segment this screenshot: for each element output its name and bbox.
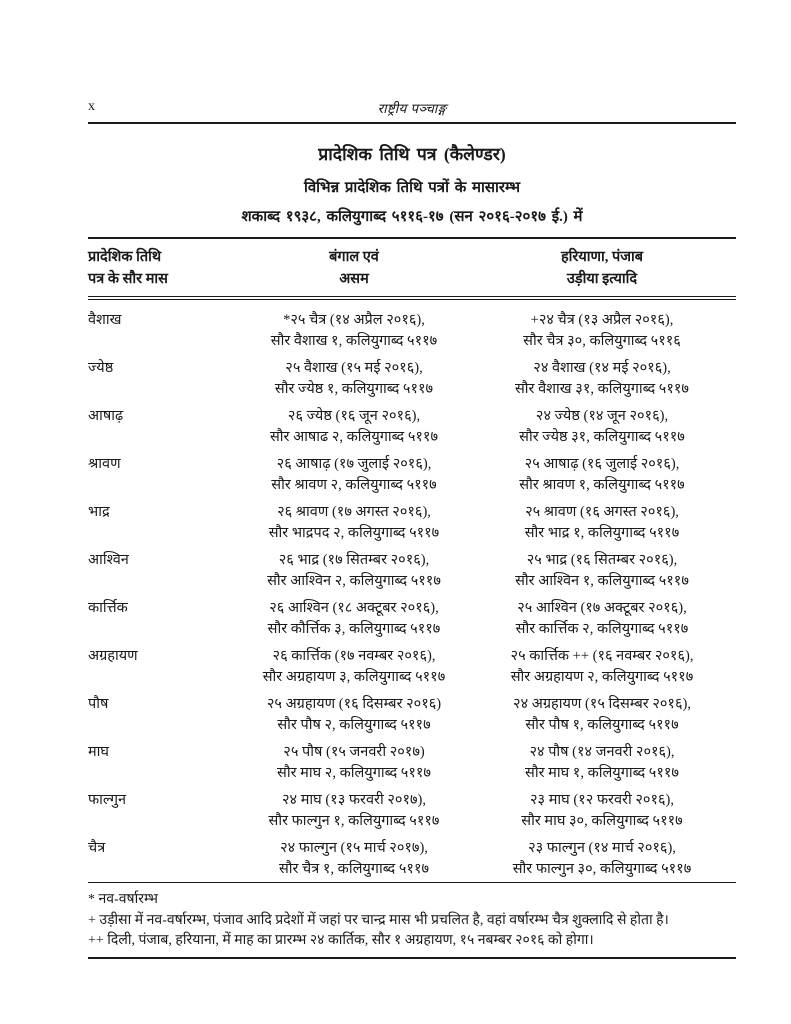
haryana-punjab-line1: २३ फाल्गुन (१४ मार्च २०१६), xyxy=(528,840,676,856)
bengal-assam-line2: सौर भाद्रपद २, कलियुगाब्द ५११७ xyxy=(268,525,440,541)
table-row xyxy=(88,784,736,832)
haryana-punjab-line2: सौर ज्येष्ठ ३१, कलियुगाब्द ५११७ xyxy=(519,429,685,445)
bengal-assam-line1: २५ अग्रहायण (१६ दिसम्बर २०१६) xyxy=(266,696,442,712)
haryana-punjab-cell xyxy=(468,592,736,640)
bengal-assam-cell xyxy=(240,592,468,640)
bengal-assam-line2: सौर अग्रहायण ३, कलियुगाब्द ५११७ xyxy=(262,669,446,685)
haryana-punjab-line1: २५ आषाढ़ (१६ जुलाई २०१६), xyxy=(524,456,680,472)
bengal-assam-line2: सौर फाल्गुन १, कलियुगाब्द ५११७ xyxy=(268,813,440,829)
haryana-punjab-line2: सौर माघ १, कलियुगाब्द ५११७ xyxy=(525,765,679,781)
haryana-punjab-line1: +२४ चैत्र (१३ अप्रैल २०१६), xyxy=(530,312,674,328)
column-header-line: हरियाणा, पंजाब xyxy=(560,249,644,265)
table-row xyxy=(88,640,736,688)
haryana-punjab-line1: २४ वैशाख (१४ मई २०१६), xyxy=(533,360,671,376)
bengal-assam-line1: २४ माघ (१३ फरवरी २०१७), xyxy=(282,792,426,808)
bengal-assam-line1: २६ आषाढ़ (१७ जुलाई २०१६), xyxy=(276,456,432,472)
bengal-assam-cell xyxy=(240,352,468,400)
haryana-punjab-line1: २३ माघ (१२ फरवरी २०१६), xyxy=(530,792,674,808)
bengal-assam-line2: सौर आषाढ २, कलियुगाब्द ५११७ xyxy=(269,429,438,445)
month-label: पौष xyxy=(88,696,109,712)
table-row xyxy=(88,832,736,880)
footnote-double-plus: ++ दिली, पंजाब, हरियाना, में माह का प्रारम्भ २४ कार्तिक, सौर १ अग्रहायण, १५ नबम्बर २०१६ को होगा। xyxy=(88,933,594,948)
bengal-assam-cell xyxy=(240,832,468,880)
footnotes xyxy=(88,890,736,951)
bengal-assam-cell xyxy=(240,784,468,832)
haryana-punjab-line1: २४ ज्येष्ठ (१४ जून २०१६), xyxy=(535,408,669,424)
column-header-line: पत्र के सौर मास xyxy=(88,271,168,287)
table-row xyxy=(88,688,736,736)
column-header-solar-month xyxy=(88,246,240,290)
haryana-punjab-line2: सौर पौष १, कलियुगाब्द ५११७ xyxy=(525,717,679,733)
table-bottom-rule xyxy=(88,882,736,883)
bengal-assam-cell xyxy=(240,736,468,784)
haryana-punjab-line2: सौर श्रावण १, कलियुगाब्द ५११७ xyxy=(519,477,685,493)
haryana-punjab-cell xyxy=(468,736,736,784)
column-header-line: उड़ीया इत्यादि xyxy=(566,271,638,287)
month-label: कार्त्तिक xyxy=(88,600,128,616)
haryana-punjab-cell xyxy=(468,352,736,400)
bengal-assam-line2: सौर ज्येष्ठ १, कलियुगाब्द ५११७ xyxy=(274,381,434,397)
haryana-punjab-line2: सौर अग्रहायण २, कलियुगाब्द ५११७ xyxy=(510,669,694,685)
haryana-punjab-line1: २५ श्रावण (१६ अगस्त २०१६), xyxy=(525,504,679,520)
table-row xyxy=(88,736,736,784)
haryana-punjab-cell xyxy=(468,688,736,736)
page-number: x xyxy=(88,99,95,114)
regional-calendar-table xyxy=(88,237,736,883)
bengal-assam-line1: २६ ज्येष्ठ (१६ जून २०१६), xyxy=(287,408,421,424)
month-label: भाद्र xyxy=(88,504,110,520)
haryana-punjab-cell xyxy=(468,448,736,496)
bengal-assam-cell xyxy=(240,304,468,352)
page-subtitle: विभिन्न प्रादेशिक तिथि पत्रों के मासारम्भ xyxy=(303,180,521,196)
haryana-punjab-line2: सौर फाल्गुन ३०, कलियुगाब्द ५११७ xyxy=(512,861,692,877)
column-header-bengal-assam xyxy=(240,246,468,290)
month-label: चैत्र xyxy=(88,840,106,856)
haryana-punjab-cell xyxy=(468,832,736,880)
table-body xyxy=(88,300,736,880)
bengal-assam-cell xyxy=(240,496,468,544)
column-header-line: बंगाल एवं xyxy=(329,249,379,265)
bengal-assam-line2: सौर कौर्त्तिक ३, कलियुगाब्द ५११७ xyxy=(267,621,441,637)
bengal-assam-line2: सौर श्रावण २, कलियुगाब्द ५११७ xyxy=(271,477,437,493)
haryana-punjab-line1: २५ आश्विन (१७ अक्टूबर २०१६), xyxy=(517,600,687,616)
month-label: अग्रहायण xyxy=(88,648,138,664)
era-line: शकाब्द १९३८, कलियुगाब्द ५११६-१७ (सन २०१६-२०१७ ई.) में xyxy=(241,209,583,225)
haryana-punjab-line2: सौर आश्विन १, कलियुगाब्द ५११७ xyxy=(515,573,689,589)
haryana-punjab-line1: २५ कार्त्तिक ++ (१६ नवम्बर २०१६), xyxy=(510,648,694,664)
bengal-assam-line1: २६ आश्विन (१८ अक्टूबर २०१६), xyxy=(269,600,439,616)
haryana-punjab-line2: सौर माघ ३०, कलियुगाब्द ५११७ xyxy=(521,813,683,829)
table-row xyxy=(88,544,736,592)
haryana-punjab-line1: २४ अग्रहायण (१५ दिसम्बर २०१६), xyxy=(513,696,691,712)
running-head-rule xyxy=(88,122,736,124)
haryana-punjab-line2: सौर भाद्र १, कलियुगाब्द ५११७ xyxy=(524,525,680,541)
bengal-assam-line2: सौर चैत्र १, कलियुगाब्द ५११७ xyxy=(278,861,430,877)
column-header-haryana-punjab xyxy=(468,246,736,290)
bengal-assam-line1: २६ भाद्र (१७ सितम्बर २०१६), xyxy=(278,552,430,568)
month-label: माघ xyxy=(88,744,109,760)
bengal-assam-line2: सौर पौष २, कलियुगाब्द ५११७ xyxy=(277,717,431,733)
haryana-punjab-cell xyxy=(468,496,736,544)
haryana-punjab-line2: सौर कार्त्तिक २, कलियुगाब्द ५११७ xyxy=(515,621,689,637)
column-header-line: असम xyxy=(339,271,369,287)
bengal-assam-line2: सौर आश्विन २, कलियुगाब्द ५११७ xyxy=(267,573,441,589)
running-head: राष्ट्रीय पञ्चाङ्ग xyxy=(377,101,447,116)
bengal-assam-line1: २४ फाल्गुन (१५ मार्च २०१७), xyxy=(280,840,428,856)
month-label: श्रावण xyxy=(88,456,121,472)
month-label: आश्विन xyxy=(88,552,129,568)
table-row xyxy=(88,304,736,352)
bengal-assam-line2: सौर माघ २, कलियुगाब्द ५११७ xyxy=(277,765,431,781)
table-row xyxy=(88,352,736,400)
bengal-assam-line1: *२५ चैत्र (१४ अप्रैल २०१६), xyxy=(283,312,425,328)
table-row xyxy=(88,496,736,544)
column-header-line: प्रादेशिक तिथि xyxy=(88,249,162,265)
haryana-punjab-cell xyxy=(468,640,736,688)
bengal-assam-line2: सौर वैशाख १, कलियुगाब्द ५११७ xyxy=(270,333,438,349)
haryana-punjab-line1: २४ पौष (१४ जनवरी २०१६), xyxy=(529,744,675,760)
haryana-punjab-line1: २५ भाद्र (१६ सितम्बर २०१६), xyxy=(526,552,678,568)
month-label: फाल्गुन xyxy=(88,792,127,808)
page-bottom-rule xyxy=(88,957,736,959)
bengal-assam-cell xyxy=(240,400,468,448)
haryana-punjab-line2: सौर चैत्र ३०, कलियुगाब्द ५११६ xyxy=(523,333,681,349)
table-row xyxy=(88,448,736,496)
footnote-plus: + उड़ीसा में नव-वर्षारम्भ, पंजाव आदि प्रदेशों में जहां पर चान्द्र मास भी प्रचलित है, वहां वर्षारम्भ चैत्र शुक्लादि से होता है। xyxy=(88,912,669,928)
page-title: प्रादेशिक तिथि पत्र (कैलेण्डर) xyxy=(318,144,506,164)
month-label: आषाढ़ xyxy=(88,408,124,424)
haryana-punjab-cell xyxy=(468,784,736,832)
running-head-row xyxy=(88,99,736,117)
bengal-assam-cell xyxy=(240,448,468,496)
table-header xyxy=(88,237,736,300)
haryana-punjab-line2: सौर वैशाख ३१, कलियुगाब्द ५११७ xyxy=(515,381,689,397)
footnote-asterisk: * नव-वर्षारम्भ xyxy=(88,892,158,907)
page-content xyxy=(88,0,736,959)
month-label: वैशाख xyxy=(88,312,122,328)
bengal-assam-line1: २६ श्रावण (१७ अगस्त २०१६), xyxy=(277,504,431,520)
table-row xyxy=(88,400,736,448)
bengal-assam-cell xyxy=(240,544,468,592)
table-row xyxy=(88,592,736,640)
bengal-assam-cell xyxy=(240,640,468,688)
haryana-punjab-cell xyxy=(468,400,736,448)
bengal-assam-line1: २६ कार्त्तिक (१७ नवम्बर २०१६), xyxy=(272,648,436,664)
bengal-assam-cell xyxy=(240,688,468,736)
haryana-punjab-cell xyxy=(468,544,736,592)
bengal-assam-line1: २५ पौष (१५ जनवरी २०१७) xyxy=(283,744,425,760)
bengal-assam-line1: २५ वैशाख (१५ मई २०१६), xyxy=(285,360,423,376)
month-label: ज्येष्ठ xyxy=(88,360,114,376)
haryana-punjab-cell xyxy=(468,304,736,352)
